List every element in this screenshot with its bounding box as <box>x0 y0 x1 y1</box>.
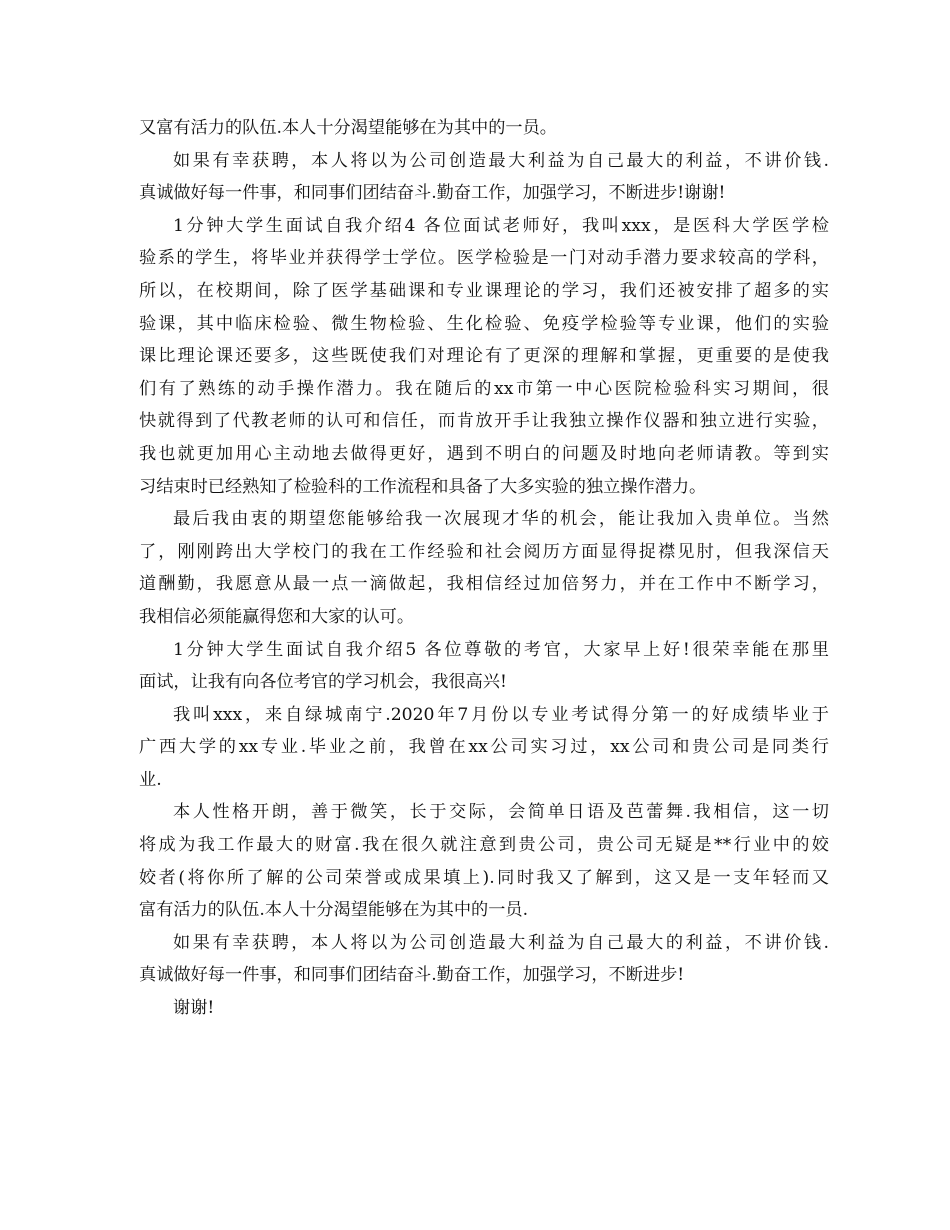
text-line: 业. <box>139 769 162 790</box>
text-line: 又富有活力的队伍.本人十分渴望能够在为其中的一员。 <box>139 118 557 138</box>
text-line: 姣者(将你所了解的公司荣誉或成果填上).同时我又了解到，这又是一支年轻而又 <box>139 867 829 888</box>
text-line: 道酬勤，我愿意从最一点一滴做起，我相信经过加倍努力，并在工作中不断学习， <box>139 574 829 595</box>
text-line: 我相信必须能赢得您和大家的认可。 <box>139 606 415 627</box>
text-line: 1分钟大学生面试自我介绍5 各位尊敬的考官，大家早上好!很荣幸能在那里 <box>173 639 829 660</box>
document-body <box>139 112 829 1025</box>
text-line: 课比理论课还要多，这些既使我们对理论有了更深的理解和掌握，更重要的是使我 <box>139 346 829 367</box>
text-line: 验课，其中临床检验、微生物检验、生化检验、免疫学检验等专业课，他们的实验 <box>139 313 829 334</box>
text-line: 真诚做好每一件事，和同事们团结奋斗.勤奋工作，加强学习，不断进步! <box>139 965 685 986</box>
text-line: 本人性格开朗，善于微笑，长于交际，会简单日语及芭蕾舞.我相信，这一切 <box>173 802 829 823</box>
text-line: 所以，在校期间，除了医学基础课和专业课理论的学习，我们还被安排了超多的实 <box>139 280 829 301</box>
text-line: 富有活力的队伍.本人十分渴望能够在为其中的一员. <box>139 900 529 921</box>
text-line: 将成为我工作最大的财富.我在很久就注意到贵公司，贵公司无疑是**行业中的姣 <box>139 835 829 856</box>
text-line: 如果有幸获聘，本人将以为公司创造最大利益为自己最大的利益，不讲价钱. <box>173 932 829 953</box>
text-line: 广西大学的xx专业.毕业之前，我曾在xx公司实习过，xx公司和贵公司是同类行 <box>139 737 829 758</box>
text-line: 1分钟大学生面试自我介绍4 各位面试老师好，我叫xxx，是医科大学医学检 <box>173 215 829 236</box>
text-line: 面试，让我有向各位考官的学习机会，我很高兴! <box>139 672 507 693</box>
text-line: 谢谢! <box>173 998 215 1019</box>
text-line: 最后我由衷的期望您能够给我一次展现才华的机会，能让我加入贵单位。当然 <box>173 509 829 530</box>
text-line: 我也就更加用心主动地去做得更好，遇到不明白的问题及时地向老师请教。等到实 <box>139 443 829 464</box>
text-line: 我叫xxx，来自绿城南宁.2020年7月份以专业考试得分第一的好成绩毕业于 <box>173 704 829 725</box>
text-line: 快就得到了代教老师的认可和信任，而肯放开手让我独立操作仪器和独立进行实验， <box>139 411 829 432</box>
text-line: 了，刚刚跨出大学校门的我在工作经验和社会阅历方面显得捉襟见肘，但我深信天 <box>139 541 829 562</box>
text-line: 验系的学生，将毕业并获得学士学位。医学检验是一门对动手潜力要求较高的学科， <box>139 248 829 269</box>
text-line: 真诚做好每一件事，和同事们团结奋斗.勤奋工作，加强学习，不断进步!谢谢! <box>139 183 726 204</box>
text-line: 如果有幸获聘，本人将以为公司创造最大利益为自己最大的利益，不讲价钱. <box>173 150 829 171</box>
text-line: 习结束时已经熟知了检验科的工作流程和具备了大多实验的独立操作潜力。 <box>139 476 707 497</box>
text-line: 们有了熟练的动手操作潜力。我在随后的xx市第一中心医院检验科实习期间，很 <box>139 378 829 399</box>
